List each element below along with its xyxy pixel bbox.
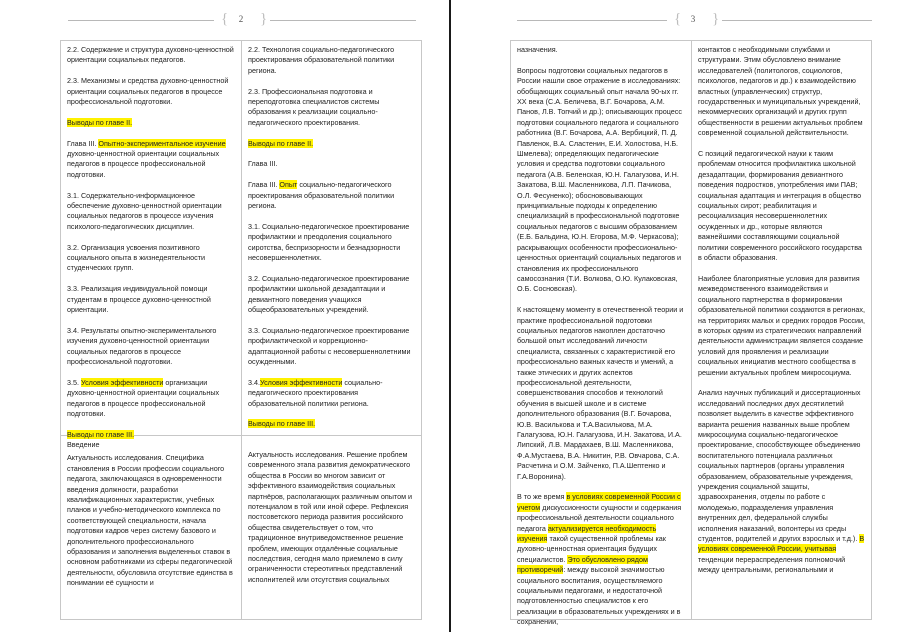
text-run: 3.2. Социально-педагогическое проектирование профилактики школьной дезадаптации и девиантного поведения учащихся общеобразовательных учреждений.: [248, 273, 410, 315]
header-bracket-left: {: [674, 11, 682, 27]
header-rule-right: [270, 20, 416, 21]
left-page: [0, 0, 449, 632]
text-run: Глава III.: [248, 180, 280, 190]
highlighted-text: Выводы по главе II.: [67, 117, 133, 127]
text-run: 3.1. Социально-педагогическое проектирование профилактики и преодоления социального сиротства, беспризорности и безнадзорности несовершеннолетних.: [248, 221, 410, 263]
highlighted-text: Опыт: [279, 180, 298, 190]
text-run: дискуссионности сущности и содержания профессиональной деятельности социального педагога: [517, 502, 682, 533]
table-cell-intro-col1: [61, 436, 241, 621]
table-cell-col1: [511, 41, 691, 627]
highlighted-text: Выводы по главе III.: [67, 429, 135, 439]
paragraph: [67, 191, 236, 233]
right-page: [451, 0, 900, 632]
text-run: 3.2. Организация усвоения позитивного социального опыта в жизнедеятельности студенческих групп.: [67, 242, 206, 273]
paragraph: [248, 274, 417, 316]
text-run: контактов с необходимыми службами и структурами. Этим обусловлено внимание исследователей (политологов, социологов, психологов, педагогов и др.) к взаимодействию властных (управленческих) структур, государственных и муниципальных учреждений, некоммерческих организаций и других групп общественности в решении актуальных проблем современной социальной действительности.: [698, 45, 863, 138]
text-run: : между высокой значимостью социального воспитания, осуществляемого социальными педагогами, и недостаточной подготовленностью специалистов к его реализации в образовательных учреждениях и в сохранении,: [517, 565, 681, 627]
page-number: 3: [690, 14, 696, 24]
text-run: Вопросы подготовки социальных педагогов в России нашли свое отражение в исследованиях: обобщающих социальный опыт начала 90-ых гг. XX века (С.А. Беличева, В.Г. Бочарова, А.М. Панов, Л.В. Топчий и др.); описывающих процесс подготовки социального педагога и социального работника (В.Г. Бочарова, А.А. Вербицкий, П. Д. Павленок, В.А. Сластенин, Е.И. Холостова, Н.Б. Шмелева); определяющих педагогические условия и средства подготовки социального педагога (А.В. Беленская, Ю.Н. Галагузова, И.Н. Закатова, В.Ш. Масленникова, Л.П. Пачикова, О.Л. Фесуненко); обоснововывающих принципиальные подходы к определению специализаций в профессиональной подготовке социальных педагогов с высшим образованием (Е.Б. Бальдина, Ю.Н. Егорова, М.Ф. Черкасова); раскрывающих особенности профессионально-ценностных ориентаций социальных педагогов и становления их профессионального самосознания (Т.И. Волкова, О.Ю. Кулаковская, О.Б. Сосновская).: [517, 65, 682, 294]
text-run: социально-педагогического проектирования образовательной политики региона.: [248, 377, 383, 408]
highlighted-text: Условия эффективности: [260, 377, 343, 387]
paragraph: [698, 274, 867, 378]
table-cell-intro-col2: [242, 436, 422, 621]
paragraph: [67, 118, 236, 128]
text-run: тенденции перераспределения полномочий между центральными, региональными и: [698, 554, 846, 575]
paragraph: [67, 243, 236, 274]
table-cell-col2: [242, 41, 422, 435]
paragraph: [67, 45, 236, 66]
paragraph: [67, 440, 236, 450]
text-run: Актуальность исследования. Решение проблем современного этапа развития демократического общества в России во многом зависит от эффективного взаимодействия социальных партнёров, располагающих различным опытом и потенциалом в той или иной сфере. Рефлексия постсоветского периода развития российского общества свидетельствует о том, что традиционное внутриведомственное решение проблем, имеющих отдалённые социальные последствия, сегодня мало приемлемо в силу ограниченности стереотипных представлений исполнителей или отсутствия социальных: [248, 450, 413, 584]
paragraph: [67, 378, 236, 420]
paragraph: [248, 326, 417, 368]
header-rule-left: [68, 20, 214, 21]
text-run: С позиций педагогической науки к таким проблемам относится профилактика школьной дезадаптации, формирования девиантного поведения подростков, употребления ими ПАВ; социальная адаптация и интеграция в общество социальных сирот; реабилитация и ресоциализация несовершеннолетних осужденных и др., которые являются важнейшими составляющими социальной политики современного российского государства в области образования.: [698, 149, 862, 263]
text-run: 3.3. Социально-педагогическое проектирование профилактической и коррекционно-адаптационной работы с несовершеннолетними осужденными.: [248, 325, 411, 367]
highlighted-text: Условия эффективности: [81, 377, 164, 387]
paragraph: [698, 149, 867, 263]
paragraph: [248, 419, 417, 429]
paragraph: [67, 284, 236, 315]
paragraph: [698, 45, 867, 139]
highlighted-text: Это обусловлено рядом противоречий: [517, 554, 648, 575]
header-rule-right: [722, 20, 872, 21]
highlighted-text: Выводы по главе II.: [248, 138, 314, 148]
paragraph: [67, 76, 236, 107]
page-number: 2: [238, 14, 244, 24]
header-rule-left: [517, 20, 667, 21]
text-run: 3.3. Реализация индивидуальной помощи студентам в процессе духовно-ценностной ориентации.: [67, 284, 211, 315]
text-run: такой существенной проблемы как духовно-ценностная ориентация будущих специалистов.: [517, 534, 666, 564]
text-run: 2.2. Технология социально-педагогического проектирования образовательной политики региона.: [248, 45, 395, 75]
header-bracket-left: {: [221, 11, 229, 27]
text-run: Наиболее благоприятные условия для развития межведомственного взаимодействия и социального партнерства в формировании образовательной политики создаются в регионах, на территориях малых и средних городов России, в которых одним из стратегических направлений деятельности администрации является создание условий для проявления и реализации социальных инициатив местного сообщества в решении актуальных проблем микросоциума.: [698, 273, 865, 377]
table-cell-col1: [61, 41, 241, 439]
paragraph: [698, 388, 867, 575]
text-run: 3.1. Содержательно-информационное обеспечение духовно-ценностной ориентации социальных педагогов в процессе изучения психолого-педагогических дисциплин.: [67, 190, 222, 231]
text-run: назначения.: [517, 45, 558, 54]
paragraph: [248, 180, 417, 211]
header-bracket-right: }: [260, 11, 268, 27]
highlighted-text: В условиях современной России, учитывая: [698, 534, 865, 554]
text-run: 3.4.: [248, 377, 260, 387]
text-run: 3.5.: [67, 377, 81, 387]
paragraph: [248, 139, 417, 149]
paragraph: [517, 492, 686, 627]
text-run: Введение: [67, 440, 100, 449]
text-run: 2.3. Механизмы и средства духовно-ценностной ориентации социальных педагогов в процессе профессиональной подготовки.: [67, 76, 229, 107]
text-run: духовно-ценностной ориентации социальных педагогов в процессе профессиональной подготовки.: [67, 149, 220, 179]
paragraph: [248, 87, 417, 129]
highlighted-text: Опытно-экспериментальное изучение: [98, 138, 226, 148]
text-run: Глава III.: [248, 159, 278, 169]
text-run: 2.3. Профессиональная подготовка и переподготовка специалистов системы образования к реализации социально-педагогического проектирования.: [248, 86, 380, 127]
page-header: [0, 12, 449, 32]
text-run: социально-педагогического проектирования образовательной политики региона.: [248, 180, 395, 211]
paragraph: [248, 45, 417, 76]
highlighted-text: Выводы по главе III.: [248, 419, 316, 429]
highlighted-text: в условиях современной России с учетом: [517, 492, 681, 512]
paragraph: [67, 453, 236, 588]
text-run: 2.2. Содержание и структура духовно-ценностной ориентации социальных педагогов.: [67, 45, 234, 65]
paragraph: [248, 222, 417, 264]
paragraph: [67, 326, 236, 368]
table-cell-col2: [692, 41, 872, 621]
text-run: В то же время: [517, 492, 567, 502]
text-run: Анализ научных публикаций и диссертационных исследований последних двух десятилетий позволяет выделить в качестве эффективного варианта решения названных выше проблем микросоциума социально-педагогическое проектирование, способствующее объединению воспитательного потенциала различных социальных партнеров (органы управления образованием, образовательные учреждения, учреждения социальной защиты, здравоохранения, отделы по работе с молодежью, подразделения управления внутренних дел, федеральной службы исполнения наказаний, волонтеры из среды студентов, родителей и других взрослых и т.д.).: [698, 388, 861, 544]
text-run: 3.4. Результаты опытно-экспериментального изучения духовно-ценностной ориентации социальных педагогов в процессе профессиональной подготовки.: [67, 325, 217, 367]
paragraph: [67, 139, 236, 181]
highlighted-text: актуализируется необходимость изучения: [517, 523, 657, 544]
header-bracket-right: }: [712, 11, 720, 27]
paragraph: [517, 66, 686, 295]
page-header: [451, 12, 900, 32]
comparison-table: [60, 40, 422, 620]
paragraph: [248, 378, 417, 409]
paragraph: [248, 450, 417, 585]
paragraph: [248, 159, 417, 169]
paragraph: [517, 305, 686, 482]
text-run: организации духовно-ценностной ориентации социальных педагогов в процессе профессиональной подготовки.: [67, 377, 220, 419]
comparison-table: [510, 40, 872, 627]
text-run: Глава III.: [67, 138, 99, 148]
paragraph: [517, 45, 686, 55]
text-run: К настоящему моменту в отечественной теории и практике профессиональной подготовки социальных педагогов накоплен достаточно большой опыт исследований личности специалиста, связанных с характеристикой его профессионально важных качеств и умений, а также этических и других аспектов профессиональной деятельности, совершенствования способов и технологий обучения в высшей школе и в системе дополнительного образования (В.Г. Бочарова, Ю.В. Василькова и Т.А.Василькова, М.А. Галагузова, Ю.Н. Галагузова, И.Н. Закатова, И.А. Липский, Л.В. Мардахаев, В.Ш. Масленникова, Ф.А.Мустаева, В.А. Никитин, Р.В. Овчарова, С.А. Расчетина и О.М. Зайченко, П.А.Шептенко и Г.А.Воронина).: [517, 305, 684, 481]
text-run: Актуальность исследования. Специфика становления в России профессии социального педагога, заключающаяся в одновременности введения должности, разработки квалификационных характеристик, учебных планов и учебно-методического комплекса по соответствующей специальности, начала подготовки кадров через систему базового и дополнительного профессионального образования и заполнения выделенных ставок в основном работниками из сферы педагогической деятельности, обусловила отсутствие единства в понимании её сущности и: [67, 453, 233, 588]
